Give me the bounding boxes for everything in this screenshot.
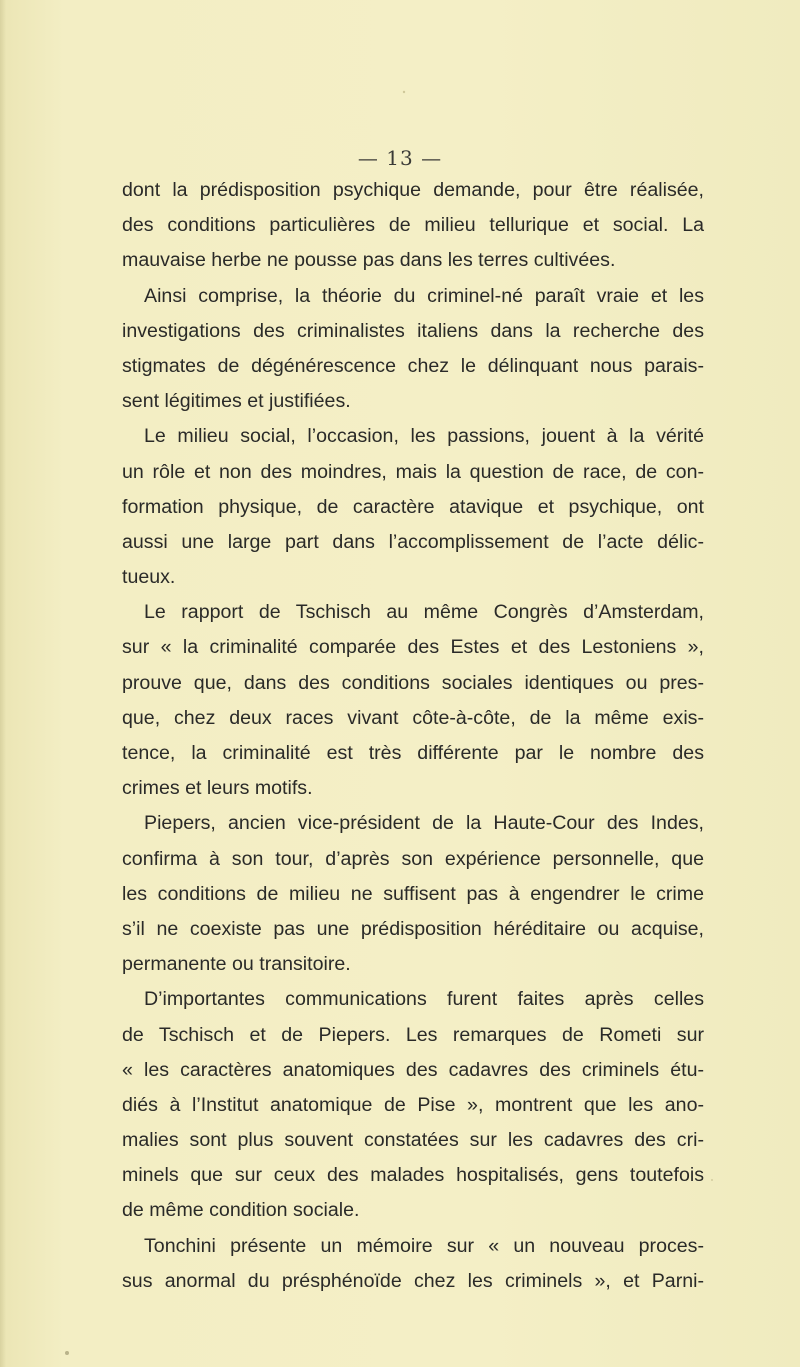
text-line: investigations des criminalistes italiens dans la recherche des bbox=[122, 319, 704, 342]
text-line: permanente ou transitoire. bbox=[122, 953, 351, 976]
text-line: Piepers, ancien vice-président de la Haute-Cour des Indes, bbox=[144, 812, 704, 835]
text-line: Le rapport de Tschisch au même Congrès d’Amsterdam, bbox=[144, 601, 704, 624]
text-line: les conditions de milieu ne suffisent pas à engendrer le crime bbox=[122, 882, 704, 905]
text-line: stigmates de dégénérescence chez le délinquant nous parais- bbox=[122, 354, 704, 377]
paper-speck bbox=[403, 91, 405, 93]
text-line: « les caractères anatomiques des cadavres des criminels étu- bbox=[122, 1058, 704, 1081]
page-edge-shadow bbox=[0, 0, 6, 1367]
text-line: confirma à son tour, d’après son expérience personnelle, que bbox=[122, 847, 704, 870]
text-line: mauvaise herbe ne pousse pas dans les terres cultivées. bbox=[122, 249, 616, 272]
text-line: tueux. bbox=[122, 566, 176, 589]
text-line: de même condition sociale. bbox=[122, 1199, 360, 1222]
text-line: D’importantes communications furent faites après celles bbox=[144, 988, 704, 1011]
paper-speck bbox=[65, 1351, 69, 1355]
text-line: diés à l’Institut anatomique de Pise », montrent que les ano- bbox=[122, 1093, 704, 1116]
text-line: formation physique, de caractère atavique et psychique, ont bbox=[122, 495, 704, 518]
text-line: Le milieu social, l’occasion, les passions, jouent à la vérité bbox=[144, 425, 704, 448]
paper-speck bbox=[711, 1179, 713, 1181]
text-line: de Tschisch et de Piepers. Les remarques de Rometi sur bbox=[122, 1023, 704, 1046]
text-line: que, chez deux races vivant côte-à-côte, de la même exis- bbox=[122, 706, 704, 729]
text-line: crimes et leurs motifs. bbox=[122, 777, 313, 800]
text-line: minels que sur ceux des malades hospitalisés, gens toutefois bbox=[122, 1164, 704, 1187]
text-line: Ainsi comprise, la théorie du criminel-né paraît vraie et les bbox=[144, 284, 704, 307]
text-line: sus anormal du présphénoïde chez les criminels », et Parni- bbox=[122, 1269, 704, 1292]
text-line: prouve que, dans des conditions sociales identiques ou pres- bbox=[122, 671, 704, 694]
text-line: sur « la criminalité comparée des Estes et des Lestoniens », bbox=[122, 636, 704, 659]
text-line: aussi une large part dans l’accomplissement de l’acte délic- bbox=[122, 530, 704, 553]
text-line: Tonchini présente un mémoire sur « un nouveau proces- bbox=[144, 1234, 704, 1257]
text-line: tence, la criminalité est très différente par le nombre des bbox=[122, 742, 704, 764]
text-line: s’il ne coexiste pas une prédisposition héréditaire ou acquise, bbox=[122, 917, 704, 940]
text-line: sent légitimes et justifiées. bbox=[122, 390, 351, 413]
text-line: malies sont plus souvent constatées sur les cadavres des cri- bbox=[122, 1129, 704, 1152]
text-line: un rôle et non des moindres, mais la question de race, de con- bbox=[122, 460, 704, 483]
text-line: des conditions particulières de milieu tellurique et social. La bbox=[122, 214, 704, 237]
body-text bbox=[122, 173, 704, 1299]
page-number: — 13 — bbox=[357, 146, 443, 170]
text-line: dont la prédisposition psychique demande, pour être réalisée, bbox=[122, 179, 704, 201]
